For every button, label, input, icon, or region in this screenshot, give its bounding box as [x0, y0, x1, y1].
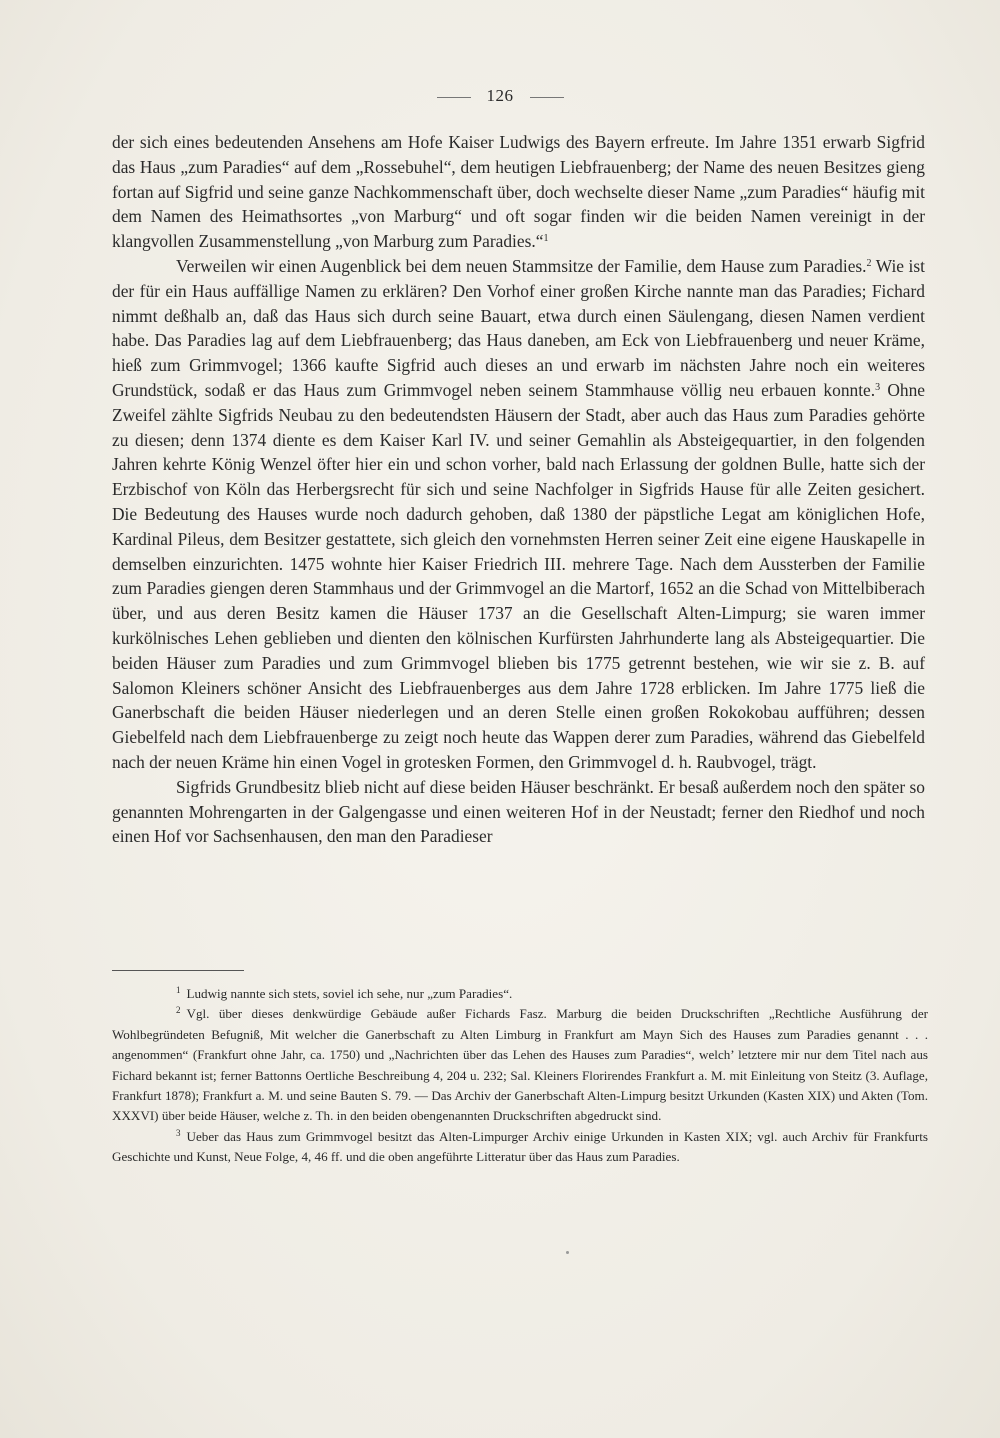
paragraph-text: Ohne Zweifel zählte Sigfrids Neubau zu den bedeutendsten Häusern der Stadt, aber auch das Haus zum Paradies gehörte zu diesen; denn 1374 diente es dem Kaiser Karl IV. und seiner Gemahlin als Absteigequartier, in den folgenden Jahren kehrte König Wenzel öfter hier ein und schon vorher, bald nach Erlassung der goldnen Bulle, hatte sich der Erzbischof von Köln das Herbergsrecht für sich und seine Nachfolger in Sigfrids Hause für alle Zeiten gesichert. Die Bedeutung des Hauses wurde noch dadurch gehoben, daß 1380 der päpstliche Legat am königlichen Hofe, Kardinal Pileus, dem Besitzer gestattete, sich gleich den vornehmsten Herren seiner Zeit eine eigene Hauskapelle in demselben einzurichten. 1475 wohnte hier Kaiser Friedrich III. mehrere Tage. Nach dem Aussterben der Familie zum Paradies giengen deren Stammhaus und der Grimmvogel an die Martorf, 1652 an die Schad von Mittelbiberach über, und aus deren Besitz kamen die Häuser 1737 an die Gesellschaft Alten-Limpurg; sie waren immer kurkölnisches Lehen geblieben und dienten den kölnischen Kurfürsten Jahrhunderte lang als Absteigequartier. Die beiden Häuser zum Paradies und zum Grimmvogel blieben bis 1775 getrennt bestehen, wie wir sie z. B. auf Salomon Kleiners schöner Ansicht des Liebfrauenberges aus dem Jahre 1728 erblicken. Im Jahre 1775 ließ die Ganerbschaft die beiden Häuser niederlegen und an deren Stelle einen großen Rokokobau aufführen; dessen Giebelfeld nach dem Liebfrauenberge zu zeigt noch heute das Wappen derer zum Paradies, während das Giebelfeld nach der neuen Kräme hin einen Vogel in grotesken Formen, den Grimmvogel d. h. Raubvogel, trägt. — [112, 379, 925, 772]
page-header — [0, 86, 1000, 106]
header-rule-right — [530, 97, 564, 98]
footnote-text: Ueber das Haus zum Grimmvogel besitzt das Alten-Limpurger Archiv einige Urkunden in Kasten XIX; vgl. auch Archiv für Frankfurts Geschichte und Kunst, Neue Folge, 4, 46 ff. und die oben angeführte Litteratur über das Haus zum Paradies. — [112, 1128, 928, 1165]
paragraph-text: Wie ist der für ein Haus auffällige Namen zu erklären? Den Vorhof einer großen Kirche nannte man das Paradies; Fichard nimmt deßhalb an, daß das Haus sich durch seine Bauart, etwa durch einen Säulengang, diesen Namen verdient habe. Das Paradies lag auf dem Liebfrauenberg; das Haus daneben, am Eck von Liebfrauenberg und neuer Kräme, hieß zum Grimmvogel; 1366 kaufte Sigfrid auch dieses an und erwarb im nächsten Jahre noch ein weiteres Grundstück, sodaß er das Haus zum Grimmvogel neben seinem Stammhause völlig neu erbauen konnte. — [112, 255, 925, 400]
body-text — [112, 130, 925, 849]
footnote — [112, 1127, 928, 1168]
paragraph-text: der sich eines bedeutenden Ansehens am Hofe Kaiser Ludwigs des Bayern erfreute. Im Jahre 1351 erwarb Sigfrid das Haus „zum Paradies“ auf dem „Rossebuhel“, dem heutigen Liebfrauenberg; der Name des neuen Besitzes gieng fortan auf Sigfrid und seine ganze Nachkommenschaft über, doch wechselte dieser Name „zum Paradies“ häufig mit dem Namen des Heimathsortes „von Marburg“ und oft sogar finden wir die beiden Namen vereinigt in der klangvollen Zusammenstellung „von Marburg zum Paradies.“ — [112, 132, 925, 252]
paragraph — [112, 775, 925, 849]
paragraph-text: Sigfrids Grundbesitz blieb nicht auf diese beiden Häuser beschränkt. Er besaß außerdem noch den später so genannten Mohrengarten in der Galgengasse und einen weiteren Hof in der Neustadt; ferner den Riedhof und noch einen Hof vor Sachsenhausen, den man den Paradieser — [112, 776, 925, 847]
footnote — [112, 1004, 928, 1126]
footnote-text: Vgl. über dieses denkwürdige Gebäude außer Fichards Fasz. Marburg die beiden Druckschriften „Rechtliche Ausführung der Wohlbegründeten Befugniß, Mit welcher die Ganerbschaft zu Alten Limburg in Frankfurt am Mayn Sich des Hauses zum Paradies genannt . . . angenommen“ (Frankfurt ohne Jahr, ca. 1750) und „Nachrichten über das Lehen des Hauses zum Paradies“, welch’ letztere mir nur dem Titel nach aus Fichard bekannt ist; ferner Battonns Oertliche Beschreibung 4, 204 u. 232; Sal. Kleiners Florirendes Frankfurt a. M. mit Einleitung von Steitz (3. Auflage, Frankfurt 1878); Frankfurt a. M. und seine Bauten S. 79. — Das Archiv der Ganerbschaft Alten-Limpurg besitzt Urkunden (Kasten XIX) und Akten (Tom. XXXVI) über beide Häuser, welche z. Th. in den beiden obengenannten Druckschriften abgedruckt sind. — [112, 1006, 928, 1124]
footnote-mark: 2 — [176, 1005, 181, 1016]
paragraph — [112, 130, 925, 254]
footnote — [112, 984, 928, 1004]
page-number: 126 — [486, 86, 514, 105]
header-rule-left — [437, 97, 471, 98]
footnote-reference: 1 — [543, 233, 549, 245]
paragraph — [112, 254, 925, 775]
footnote-separator — [112, 970, 244, 971]
footnote-text: Ludwig nannte sich stets, soviel ich sehe, nur „zum Paradies“. — [186, 986, 513, 1001]
footnote-reference: 3 — [875, 381, 881, 393]
footnotes — [112, 984, 928, 1168]
footnote-mark: 3 — [176, 1127, 181, 1138]
footnote-mark: 1 — [176, 985, 181, 995]
footnote-reference: 2 — [866, 257, 872, 269]
scan-speck — [566, 1251, 569, 1254]
paragraph-text: Verweilen wir einen Augenblick bei dem neuen Stammsitze der Familie, dem Hause zum Paradies. — [176, 255, 867, 276]
